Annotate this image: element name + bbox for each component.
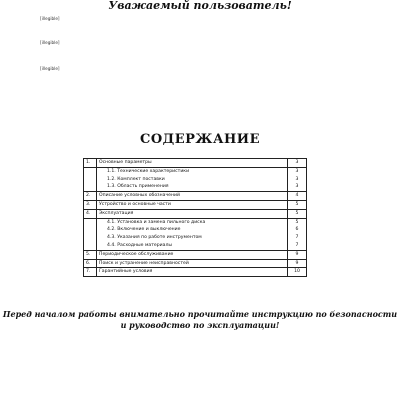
- toc-row-number: 6.: [84, 259, 97, 268]
- toc-row-page: 7: [288, 234, 307, 242]
- toc-row-page: 5: [288, 209, 307, 218]
- toc-row: [84, 218, 307, 226]
- toc-row-page: 6: [288, 226, 307, 234]
- toc-row: [84, 234, 307, 242]
- toc-row-number: 2.: [84, 192, 97, 201]
- toc-row-number: [84, 234, 97, 242]
- toc-row-page: 3: [288, 159, 307, 168]
- intro-paragraph-1: [illegible]: [40, 16, 60, 21]
- toc-row-title: Периодическое обслуживание: [97, 250, 288, 259]
- toc-row-title: 4.1. Установка и замена пильного диска: [97, 218, 288, 226]
- toc-row: [84, 242, 307, 250]
- toc-row-title: Гарантийные условия: [97, 268, 288, 277]
- intro-paragraph-2: [illegible]: [40, 40, 60, 45]
- toc-row-number: 4.: [84, 209, 97, 218]
- toc-row: [84, 209, 307, 218]
- greeting-title: Уважаемый пользователь!: [108, 0, 292, 12]
- toc-row-title: 1.1. Технические характеристики: [97, 167, 288, 175]
- toc-row: [84, 183, 307, 191]
- toc-row-page: 3: [288, 167, 307, 175]
- toc-row-number: [84, 167, 97, 175]
- toc-row: [84, 259, 307, 268]
- toc-row: [84, 176, 307, 184]
- toc-row-number: [84, 218, 97, 226]
- toc-row-page: 10: [288, 268, 307, 277]
- toc-row-title: Устройство и основные части: [97, 200, 288, 209]
- toc-row-title: 4.4. Расходные материалы: [97, 242, 288, 250]
- toc-row-page: 3: [288, 183, 307, 191]
- intro-paragraph-3: [illegible]: [40, 66, 60, 71]
- toc-row-page: 4: [288, 192, 307, 201]
- toc-heading: СОДЕРЖАНИЕ: [139, 132, 261, 147]
- toc-table: [83, 158, 307, 277]
- toc-row-page: 3: [288, 176, 307, 184]
- toc-row: [84, 268, 307, 277]
- toc-row-title: Поиск и устранение неисправностей: [97, 259, 288, 268]
- safety-footer-note: Перед началом работы внимательно прочитайте инструкцию по безопасности и руководство по эксплуатации!: [2, 309, 398, 330]
- toc-row-number: [84, 176, 97, 184]
- toc-row: [84, 200, 307, 209]
- toc-row-number: 3.: [84, 200, 97, 209]
- toc-row: [84, 250, 307, 259]
- toc-row-page: 5: [288, 200, 307, 209]
- toc-row-title: 4.2. Включение и выключение: [97, 226, 288, 234]
- toc-row: [84, 167, 307, 175]
- toc-row: [84, 226, 307, 234]
- toc-row-page: 9: [288, 259, 307, 268]
- toc-row-number: 7.: [84, 268, 97, 277]
- toc-row: [84, 192, 307, 201]
- toc-row-title: Описание условных обозначений: [97, 192, 288, 201]
- toc-row-title: 4.3. Указания по работе инструментом: [97, 234, 288, 242]
- toc-row-page: 9: [288, 250, 307, 259]
- toc-row-page: 7: [288, 242, 307, 250]
- toc-row-number: 5.: [84, 250, 97, 259]
- toc-row-number: [84, 226, 97, 234]
- toc-row-title: Эксплуатация: [97, 209, 288, 218]
- toc-row-number: 1.: [84, 159, 97, 168]
- toc-row: [84, 159, 307, 168]
- toc-row-number: [84, 183, 97, 191]
- toc-row-title: 1.3. Область применения: [97, 183, 288, 191]
- toc-row-page: 5: [288, 218, 307, 226]
- toc-row-title: Основные параметры: [97, 159, 288, 168]
- toc-row-number: [84, 242, 97, 250]
- toc-row-title: 1.2. Комплект поставки: [97, 176, 288, 184]
